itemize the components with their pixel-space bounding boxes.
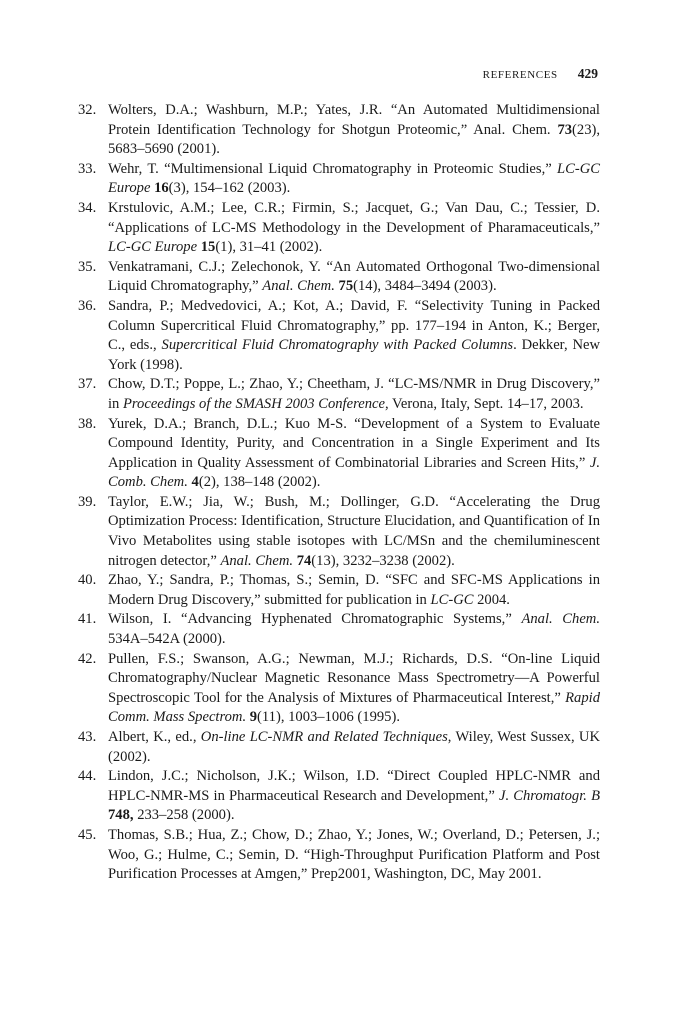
volume-number: 15 [200,239,216,256]
italic-citation-segment: LC-GC Europe [108,160,600,197]
citation-segment: Pullen, F.S.; Swanson, A.G.; Newman, M.J.; Richards, D.S. “On-line Liquid Chromatography/Nuclear Magnetic Resonance Mass Spectrometry—A Powerful Spectroscopic Tool for the Analysis of Mixtures of Pharmaceutical Interest,” [108,650,600,706]
italic-citation-segment: Anal. Chem. [262,278,335,295]
reference-text [108,297,600,375]
italic-citation-segment: On-line LC-NMR and Related Techniques [200,729,448,745]
reference-text [108,258,600,297]
reference-entry [78,297,600,375]
reference-entry [78,493,600,571]
volume-number: 9 [249,709,258,726]
volume-number: 75 [338,278,354,295]
citation-segment: Yurek, D.A.; Branch, D.L.; Kuo M-S. “Development of a System to Evaluate Compound Identity, Purity, and Concentration in a Single Experiment and Its Application in Quality Assessment of Combinatorial Libraries and Screen Hits,” [108,415,600,471]
citation-segment: , Verona, Italy, Sept. 14–17, 2003. [384,395,584,412]
reference-entry [78,826,600,885]
reference-number: 45. [78,826,97,843]
volume-number: 748, [108,807,134,824]
reference-number: 33. [78,160,97,177]
reference-number: 43. [78,729,97,745]
reference-text [108,650,600,728]
reference-text [108,767,600,826]
reference-number: 36. [78,297,97,314]
reference-number: 39. [78,493,97,510]
reference-number: 34. [78,199,97,216]
citation-segment: Sandra, P.; Medvedovici, A.; Kot, A.; David, F. “Selectivity Tuning in Packed Column Supercritical Fluid Chromatography,” pp. 177–194 in Anton, K.; Berger, C., eds., [108,297,600,354]
reference-text [108,199,600,258]
reference-number: 37. [78,376,97,393]
citation-segment: (13), 3232–3238 (2002). [311,552,455,569]
citation-segment: (11), 1003–1006 (1995). [257,709,400,726]
italic-citation-segment: Supercritical Fluid Chromatography with Packed Columns [161,337,514,354]
reference-entry [78,767,600,826]
reference-entry [78,610,600,649]
section-title: REFERENCES [482,69,558,81]
italic-citation-segment: LC-GC [430,591,474,608]
italic-citation-segment: J. Comb. Chem. [108,454,600,491]
italic-citation-segment: Anal. Chem. [220,552,294,569]
running-header [483,66,598,82]
citation-segment: (3), 154–162 (2003). [168,180,291,197]
italic-citation-segment: Anal. Chem. [521,611,600,628]
reference-number: 42. [78,650,97,667]
reference-text [108,571,600,610]
citation-segment: 534A–542A (2000). [108,631,226,648]
citation-segment: Venkatramani, C.J.; Zelechonok, Y. “An Automated Orthogonal Two-dimensional Liquid Chromatography,” [108,258,600,295]
volume-number: 74 [296,552,312,569]
citation-segment: Lindon, J.C.; Nicholson, J.K.; Wilson, I.D. “Direct Coupled HPLC-NMR and HPLC-NMR-MS in Pharmaceutical Research and Development,” [108,768,600,804]
reference-entry [78,650,600,728]
citation-segment: Wehr, T. “Multimensional Liquid Chromatography in Proteomic Studies,” [108,160,558,177]
reference-number: 41. [78,611,97,628]
italic-citation-segment: J. Chromatogr. B [498,787,601,804]
reference-entry [78,375,600,414]
reference-number: 44. [78,768,97,785]
reference-number: 40. [78,572,97,589]
reference-entry [78,571,600,610]
italic-citation-segment: LC-GC Europe [108,239,198,256]
citation-segment: (2), 138–148 (2002). [198,474,321,491]
volume-number: 16 [154,180,169,197]
citation-segment: Zhao, Y.; Sandra, P.; Thomas, S.; Semin, D. “SFC and SFC-MS Applications in Modern Drug Discovery,” submitted for publication in [108,572,600,608]
citation-segment: , Wiley, West Sussex, UK (2002). [108,729,600,765]
volume-number: 4 [191,474,199,491]
reference-text [108,493,600,571]
citation-segment: Wolters, D.A.; Washburn, M.P.; Yates, J.R. “An Automated Multidimensional Protein Identification Technology for Shotgun Proteomic,” Anal. Chem. [108,102,600,138]
reference-list [78,101,600,885]
volume-number: 73 [557,121,573,138]
citation-segment: (23), 5683–5690 (2001). [108,121,600,158]
reference-text [108,101,600,160]
citation-segment: (1), 31–41 (2002). [215,239,323,256]
reference-text [108,826,600,885]
reference-text [108,610,600,649]
reference-text [108,728,600,767]
citation-segment: Chow, D.T.; Poppe, L.; Zhao, Y.; Cheetham, J. “LC-MS/NMR in Drug Discovery,” in [108,376,600,412]
reference-number: 38. [78,415,97,432]
italic-citation-segment: Rapid Comm. Mass Spectrom. [108,689,600,726]
reference-number: 32. [78,102,97,118]
citation-segment: Taylor, E.W.; Jia, W.; Bush, M.; Dollinger, G.D. “Accelerating the Drug Optimization Process: Identification, Structure Elucidation, and Quantification of In Vivo Metabolites using stable isotopes with LC/MSn and the chemiluminescent nitrogen detector,” [108,493,600,569]
citation-segment: Wilson, I. “Advancing Hyphenated Chromatographic Systems,” [108,611,522,628]
reference-entry [78,101,600,160]
reference-entry [78,415,600,493]
reference-text [108,375,600,414]
citation-segment: 233–258 (2000). [133,807,235,824]
citation-segment: Thomas, S.B.; Hua, Z.; Chow, D.; Zhao, Y.; Jones, W.; Overland, D.; Petersen, J.; Woo, G.; Hulme, C.; Semin, D. “High-Throughput Purification Platform and Post Purification Processes at Amgen,” Prep2001, Washington, DC, May 2001. [108,826,600,883]
reference-entry [78,258,600,297]
reference-text [108,415,600,493]
citation-segment: 2004. [473,591,510,608]
reference-entry [78,199,600,258]
reference-text [108,160,600,199]
citation-segment: (14), 3484–3494 (2003). [353,278,497,295]
italic-citation-segment: Proceedings of the SMASH 2003 Conference [123,395,385,412]
citation-segment: Albert, K., ed., [108,729,201,745]
page-number: 429 [577,66,598,81]
citation-segment: Krstulovic, A.M.; Lee, C.R.; Firmin, S.; Jacquet, G.; Van Dau, C.; Tessier, D. “Applications of LC-MS Methodology in the Development of Pharamaceuticals,” [108,199,600,236]
reference-number: 35. [78,258,97,275]
reference-entry [78,160,600,199]
citation-segment: . Dekker, New York (1998). [108,337,601,373]
reference-entry [78,728,600,767]
